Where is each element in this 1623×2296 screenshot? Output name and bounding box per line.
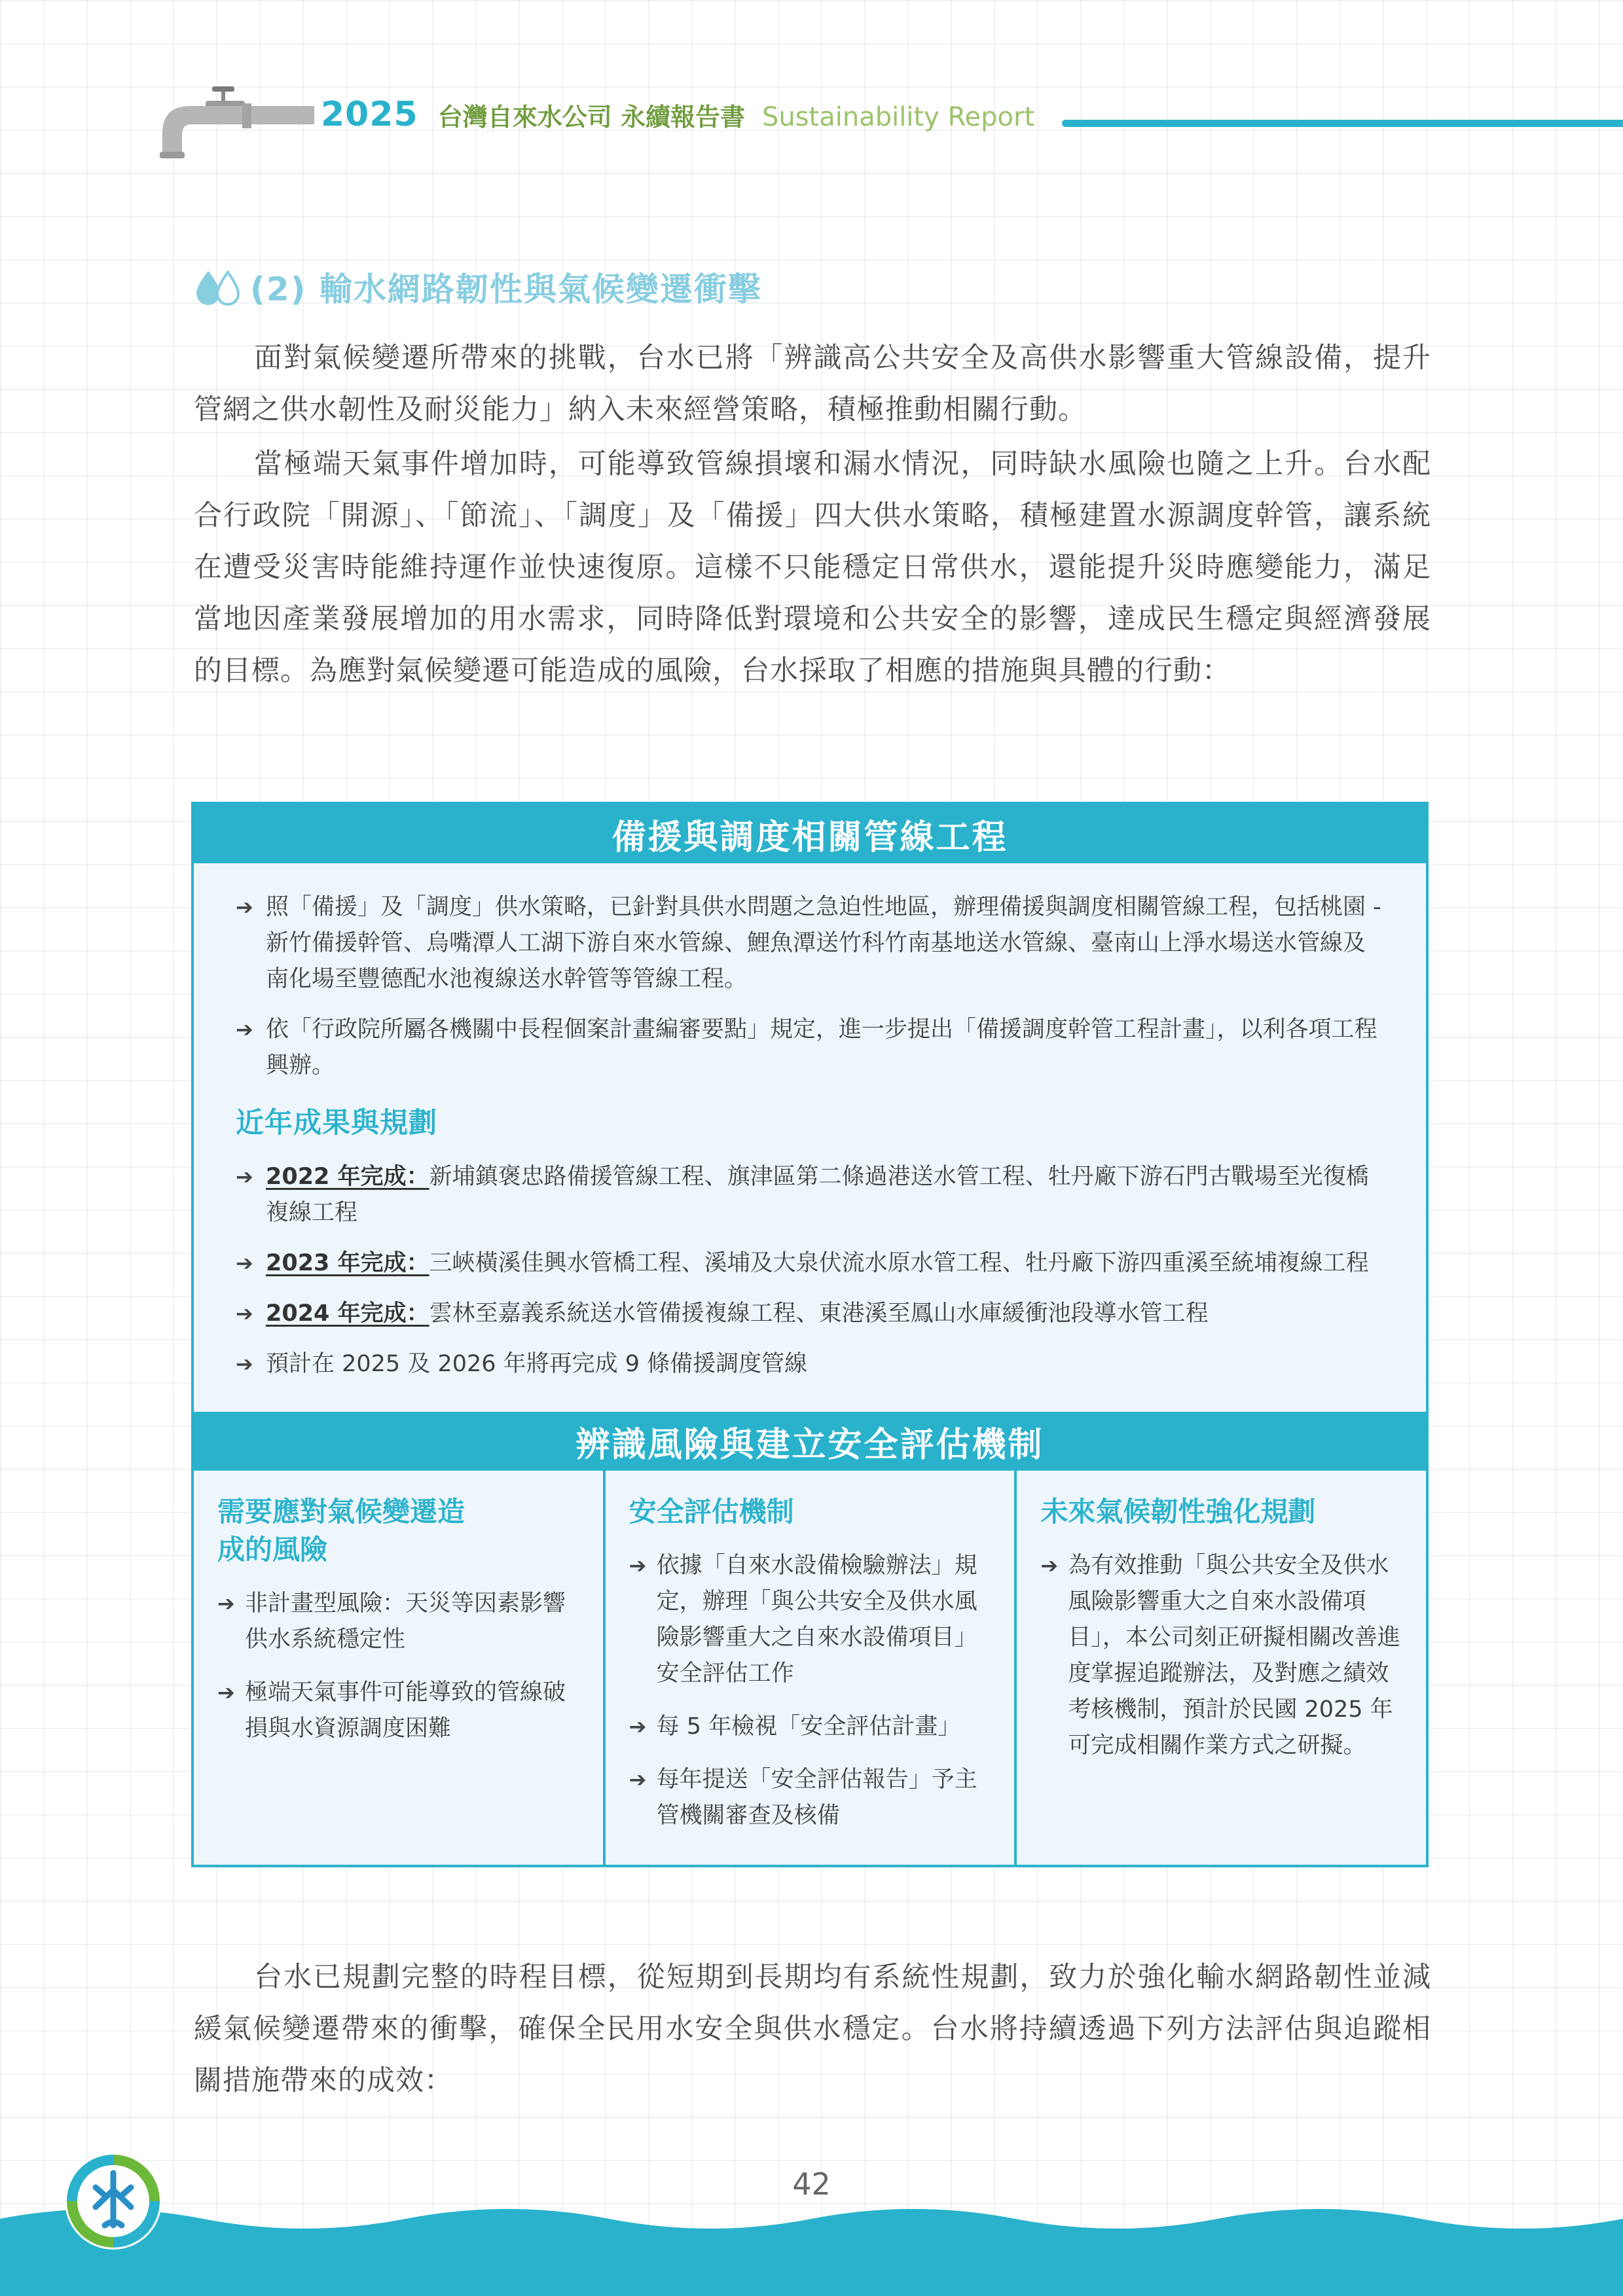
faucet-icon bbox=[157, 84, 314, 161]
arrow-icon: ➔ bbox=[236, 1251, 253, 1276]
year-label: 2023 年完成： bbox=[266, 1250, 429, 1276]
risk-columns bbox=[194, 1471, 1426, 1867]
list-item: ➔ 照「備援」及「調度」供水策略，已針對具供水問題之急迫性地區，辦理備援與調度相關管線工程，包括桃園 - 新竹備援幹管、烏嘴潭人工湖下游自來水管線、鯉魚潭送竹科竹南基地送水管線、臺南山上淨水場送水管線及南化場至豐德配水池複線送水幹管等管線工程。 bbox=[236, 889, 1384, 997]
water-drops-icon bbox=[194, 267, 241, 306]
arrow-icon: ➔ bbox=[629, 1767, 647, 1792]
report-english-title: Sustainability Report bbox=[761, 102, 1035, 132]
column-title: 安全評估機制 bbox=[629, 1496, 794, 1528]
arrow-icon: ➔ bbox=[236, 1017, 253, 1042]
water-company-logo bbox=[63, 2151, 164, 2251]
arrow-icon: ➔ bbox=[1040, 1553, 1059, 1578]
page-number: 42 bbox=[792, 2166, 831, 2202]
list-item: ➔ 極端天氣事件可能導致的管線破損與水資源調度困難 bbox=[217, 1675, 579, 1747]
arrow-icon: ➔ bbox=[629, 1553, 647, 1578]
arrow-icon: ➔ bbox=[236, 1301, 253, 1326]
list-item: ➔ 2024 年完成：雲林至嘉義系統送水管備援複線工程、東港溪至鳳山水庫緩衝池段導水管工程 bbox=[236, 1296, 1384, 1332]
year-label: 2022 年完成： bbox=[266, 1164, 429, 1190]
list-item: ➔ 2023 年完成：三峽橫溪佳興水管橋工程、溪埔及大泉伏流水原水管工程、牡丹廠下游四重溪至統埔複線工程 bbox=[236, 1246, 1384, 1282]
column-resilience-plan bbox=[1014, 1471, 1426, 1867]
box-bar-pipeline: 備援與調度相關管線工程 bbox=[194, 804, 1426, 863]
pipeline-section bbox=[194, 863, 1426, 1412]
list-item: ➔ 2022 年完成：新埔鎮褒忠路備援管線工程、旗津區第二條過港送水管工程、牡丹廠下游石門古戰場至光復橋複線工程 bbox=[236, 1159, 1384, 1231]
arrow-icon: ➔ bbox=[217, 1680, 235, 1705]
column-safety-assessment bbox=[603, 1471, 1015, 1867]
list-item: ➔ 預計在 2025 及 2026 年將再完成 9 條備援調度管線 bbox=[236, 1346, 1384, 1382]
section-heading bbox=[194, 263, 762, 310]
list-item: ➔ 依「行政院所屬各機關中長程個案計畫編審要點」規定，進一步提出「備援調度幹管工程計畫」，以利各項工程興辦。 bbox=[236, 1012, 1384, 1084]
arrow-icon: ➔ bbox=[236, 1352, 253, 1376]
list-item: ➔ 每 5 年檢視「安全評估計畫」 bbox=[629, 1709, 991, 1745]
report-header bbox=[321, 95, 1034, 141]
column-title: 需要應對氣候變遷造成的風險 bbox=[217, 1496, 465, 1566]
results-subtitle: 近年成果與規劃 bbox=[236, 1107, 437, 1139]
measures-box bbox=[191, 802, 1429, 1867]
arrow-icon: ➔ bbox=[629, 1714, 647, 1739]
footer-wave bbox=[0, 2199, 1623, 2296]
box-bar-risk: 辨識風險與建立安全評估機制 bbox=[194, 1412, 1426, 1471]
report-year: 2025 bbox=[321, 95, 418, 134]
arrow-icon: ➔ bbox=[236, 895, 253, 920]
list-item: ➔ 為有效推動「與公共安全及供水風險影響重大之自來水設備項目」，本公司刻正研擬相關改善進度掌握追蹤辦法，及對應之績效考核機制，預計於民國 2025 年可完成相關作業方式之研擬。 bbox=[1040, 1548, 1402, 1764]
header-rule bbox=[1062, 120, 1623, 127]
arrow-icon: ➔ bbox=[217, 1591, 235, 1616]
results-list bbox=[236, 1159, 1384, 1382]
report-organization: 台灣自來水公司 永續報告書 bbox=[437, 103, 745, 132]
list-item: ➔ 非計畫型風險：天災等因素影響供水系統穩定性 bbox=[217, 1586, 579, 1658]
column-climate-risk bbox=[194, 1471, 603, 1867]
intro-paragraph: 面對氣候變遷所帶來的挑戰，台水已將「辨識高公共安全及高供水影響重大管線設備，提升管網之供水韌性及耐災能力」納入未來經營策略，積極推動相關行動。 bbox=[194, 342, 1431, 426]
arrow-icon: ➔ bbox=[236, 1164, 253, 1189]
section-title: (2) 輸水網路韌性與氣候變遷衝擊 bbox=[250, 270, 762, 308]
closing-paragraph: 台水已規劃完整的時程目標，從短期到長期均有系統性規劃，致力於強化輸水網路韌性並減緩氣候變遷帶來的衝擊，確保全民用水安全與供水穩定。台水將持續透過下列方法評估與追蹤相關措施帶來的成效： bbox=[194, 1961, 1431, 2097]
year-label: 2024 年完成： bbox=[266, 1300, 429, 1327]
list-item: ➔ 依據「自來水設備檢驗辦法」規定，辦理「與公共安全及供水風險影響重大之自來水設備項目」安全評估工作 bbox=[629, 1548, 991, 1692]
list-item: ➔ 每年提送「安全評估報告」予主管機關審查及核備 bbox=[629, 1762, 991, 1834]
column-title: 未來氣候韌性強化規劃 bbox=[1040, 1496, 1316, 1528]
strategy-paragraph: 當極端天氣事件增加時，可能導致管線損壞和漏水情況，同時缺水風險也隨之上升。台水配合行政院「開源」、「節流」、「調度」及「備援」四大供水策略，積極建置水源調度幹管，讓系統在遭受災害時能維持運作並快速復原。這樣不只能穩定日常供水，還能提升災時應變能力，滿足當地因產業發展增加的用水需求，同時降低對環境和公共安全的影響，達成民生穩定與經濟發展的目標。為應對氣候變遷可能造成的風險，台水採取了相應的措施與具體的行動： bbox=[194, 448, 1431, 687]
pipeline-list bbox=[236, 889, 1384, 1084]
